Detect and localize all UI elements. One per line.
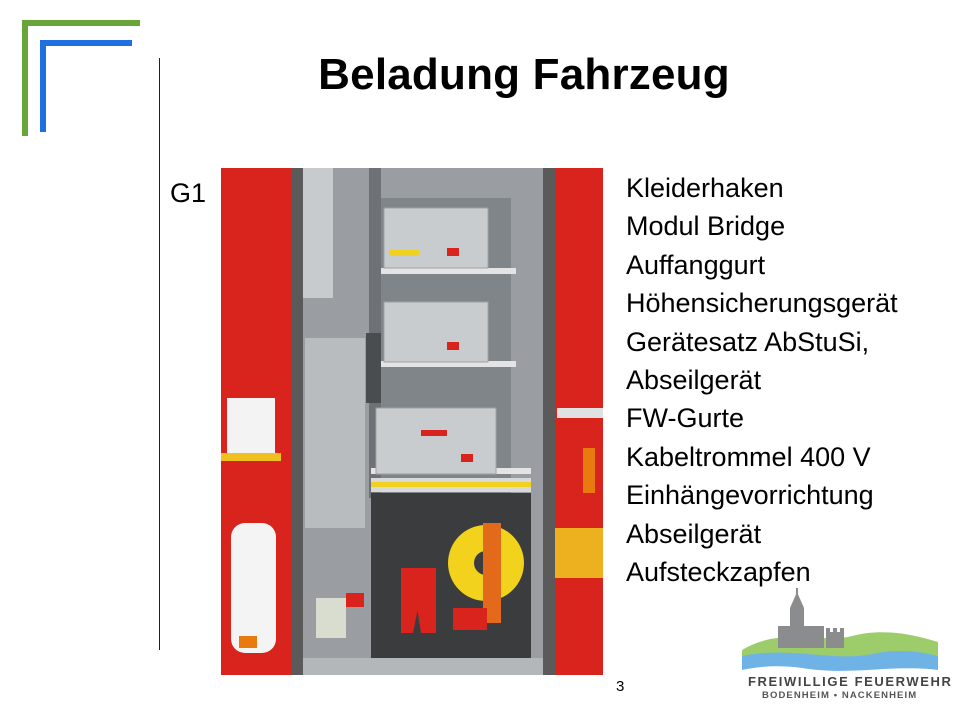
- logo-text-line1: FREIWILLIGE FEUERWEHR: [748, 674, 953, 689]
- list-item: Auffanggurt: [626, 249, 766, 280]
- list-item: FW-Gurte: [626, 403, 745, 434]
- list-item: Kabeltrommel 400 V: [626, 441, 871, 472]
- compartment-label: G1: [170, 178, 207, 208]
- list-item: Aufsteckzapfen: [626, 557, 811, 588]
- corner-deco-green-horizontal: [22, 20, 140, 26]
- equipment-list: [626, 169, 898, 591]
- list-item: Abseilgerät: [626, 518, 762, 549]
- list-item: Modul Bridge: [626, 211, 786, 242]
- list-item: Abseilgerät: [626, 365, 762, 396]
- slide-title: Beladung Fahrzeug: [318, 50, 730, 99]
- list-item: Einhängevorrichtung: [626, 480, 874, 511]
- page-number: 3: [616, 678, 625, 695]
- list-item: Gerätesatz AbStuSi,: [626, 326, 870, 357]
- vertical-divider: [159, 58, 160, 650]
- list-item: Höhensicherungsgerät: [626, 288, 898, 319]
- logo-text-line2: BODENHEIM • NACKENHEIM: [762, 690, 918, 701]
- list-item: Kleiderhaken: [626, 173, 784, 203]
- compartment-photo: [221, 168, 603, 675]
- corner-deco-blue-horizontal: [40, 40, 132, 46]
